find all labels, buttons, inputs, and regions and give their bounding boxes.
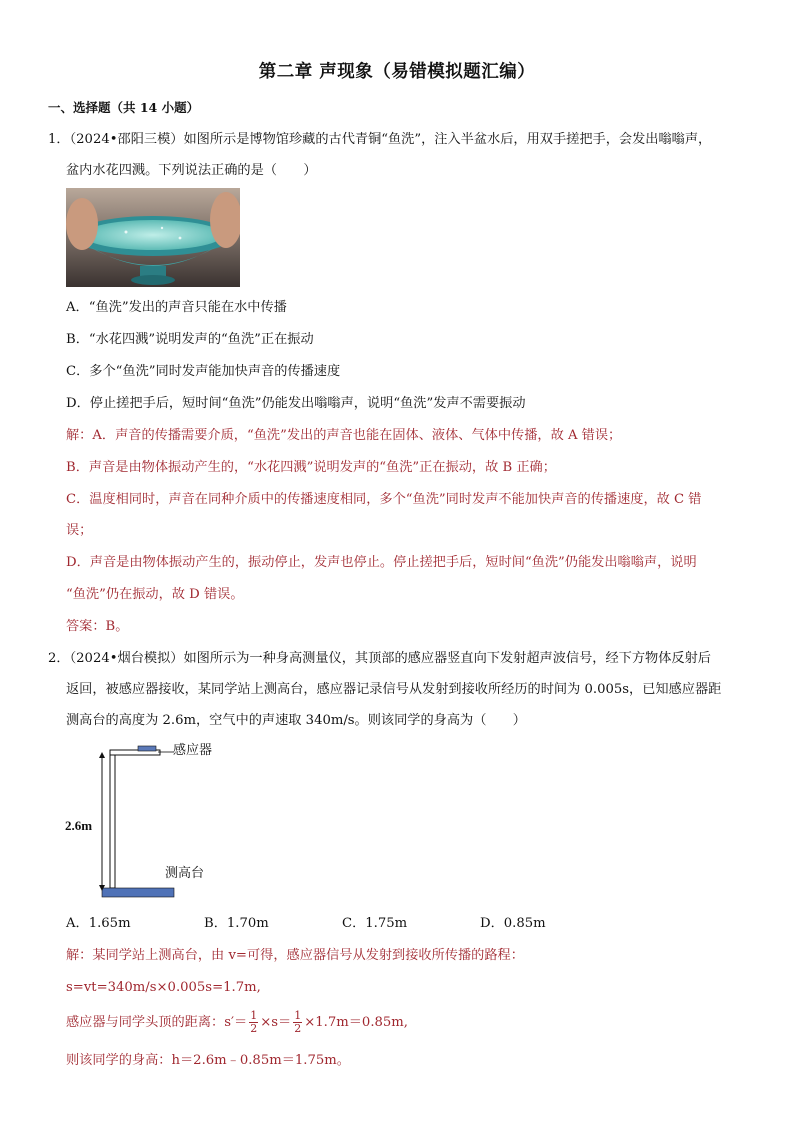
q1-answer: 答案：B。 bbox=[66, 619, 129, 634]
q1-solution-line1: 解：A．声音的传播需要介质，“鱼洗”发出的声音也能在固体、液体、气体中传播，故 A 错误； bbox=[66, 428, 622, 443]
fraction-one-half bbox=[249, 1010, 258, 1035]
q2-options bbox=[66, 915, 618, 933]
q1-solution-line4-cont: “鱼洗”仍在振动，故 D 错误。 bbox=[66, 587, 244, 602]
q2-option-c: C．1.75m bbox=[342, 916, 408, 931]
fraction-numerator: 1 bbox=[250, 1009, 258, 1022]
q2-stem-line1: 2．（2024•烟台模拟）如图所示为一种身高测量仪，其顶部的感应器竖直向下发射超声波信号，经下方物体反射后 bbox=[48, 651, 711, 666]
fraction-denominator-2: 2 bbox=[294, 1022, 302, 1035]
q2-solution-line3 bbox=[66, 1008, 408, 1038]
q1-solution-line3: C．温度相同时，声音在同种介质中的传播速度相同，多个“鱼洗”同时发声不能加快声音的传播速度，故 C 错 bbox=[66, 492, 702, 507]
q2-option-a: A．1.65m bbox=[66, 916, 131, 931]
fraction-one-half-2 bbox=[293, 1010, 302, 1035]
sensor-label: 感应器 bbox=[173, 743, 213, 758]
q2-option-b: B．1.70m bbox=[204, 916, 269, 931]
q1-option-d: D．停止搓把手后，短时间“鱼洗”仍能发出嗡嗡声，说明“鱼洗”发声不需要振动 bbox=[66, 396, 526, 411]
platform-label: 测高台 bbox=[165, 866, 205, 881]
q1-solution-line2: B．声音是由物体振动产生的，“水花四溅”说明发声的“鱼洗”正在振动，故 B 正确； bbox=[66, 460, 556, 475]
fraction-numerator-2: 1 bbox=[294, 1009, 302, 1022]
q1-option-a: A．“鱼洗”发出的声音只能在水中传播 bbox=[66, 300, 287, 315]
q1-solution-line4: D．声音是由物体振动产生的，振动停止，发声也停止。停止搓把手后，短时间“鱼洗”仍能发出嗡嗡声，说明 bbox=[66, 555, 697, 570]
q1-option-b: B．“水花四溅”说明发声的“鱼洗”正在振动 bbox=[66, 332, 314, 347]
q2-solution-line1: 解：某同学站上测高台，由 v=可得，感应器信号从发射到接收所传播的路程： bbox=[66, 948, 524, 963]
q2-solution-line3-suffix: ×1.7m＝0.85m, bbox=[304, 1015, 408, 1030]
q2-solution-line3-mid: ×s＝ bbox=[260, 1015, 292, 1030]
page-title: 第二章 声现象（易错模拟题汇编） bbox=[258, 62, 536, 82]
q2-option-d: D．0.85m bbox=[480, 916, 546, 931]
q2-solution-line3-prefix: 感应器与同学头顶的距离：s′＝ bbox=[66, 1015, 248, 1030]
q2-stem-line2: 返回，被感应器接收，某同学站上测高台，感应器记录信号从发射到接收所经历的时间为 0.005s，已知感应器距 bbox=[66, 682, 722, 697]
section-heading: 一、选择题（共 14 小题） bbox=[48, 100, 200, 115]
q2-stem-line3: 测高台的高度为 2.6m，空气中的声速取 340m/s。则该同学的身高为（ ） bbox=[66, 713, 526, 728]
q2-solution-line4: 则该同学的身高：h＝2.6m﹣0.85m＝1.75m。 bbox=[66, 1053, 350, 1068]
q2-solution-line2: s=vt=340m/s×0.005s=1.7m, bbox=[66, 980, 261, 995]
yuxi-basin-photo bbox=[66, 188, 240, 287]
fraction-denominator: 2 bbox=[250, 1022, 258, 1035]
q1-stem-line1: 1．（2024•邵阳三模）如图所示是博物馆珍藏的古代青铜“鱼洗”，注入半盆水后，用双手搓把手，会发出嗡嗡声， bbox=[48, 132, 712, 147]
height-label: 2.6m bbox=[65, 818, 93, 833]
q1-stem-line2: 盆内水花四溅。下列说法正确的是（ ） bbox=[66, 163, 317, 178]
q1-option-c: C．多个“鱼洗”同时发声能加快声音的传播速度 bbox=[66, 364, 341, 379]
q1-solution-line3-cont: 误； bbox=[66, 523, 93, 538]
